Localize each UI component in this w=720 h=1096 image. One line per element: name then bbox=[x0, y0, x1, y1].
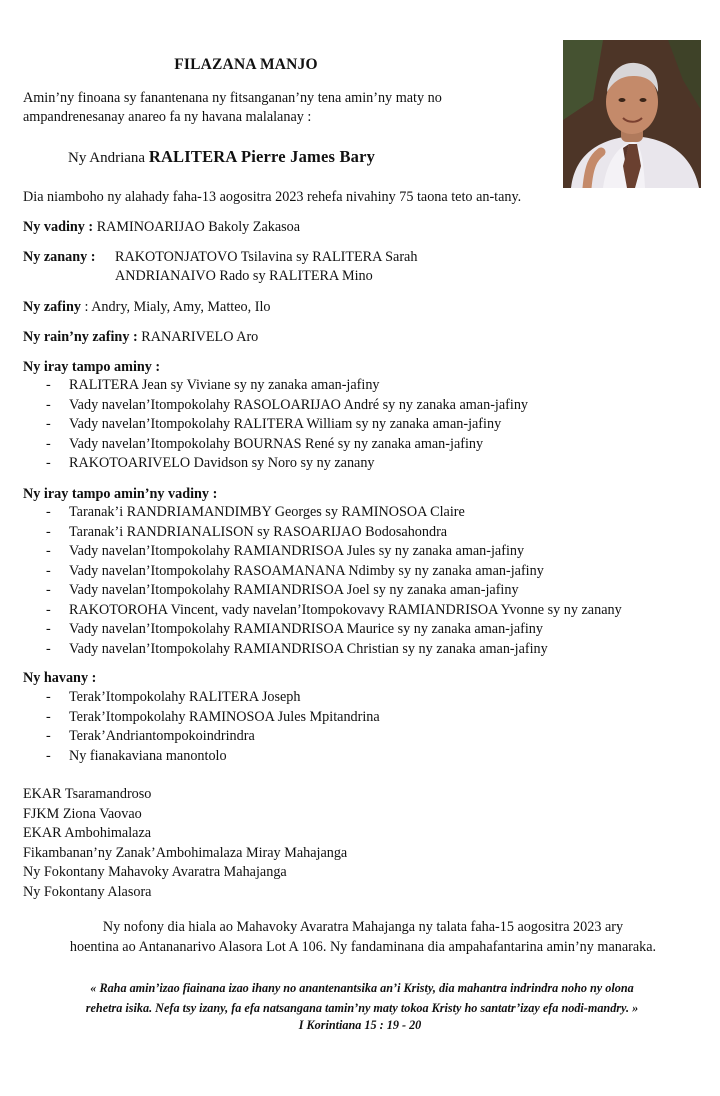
organization-item: EKAR Tsaramandroso bbox=[23, 786, 152, 802]
havany-title: Ny havany : bbox=[23, 670, 97, 686]
list-item: - Terak’Itompokolahy RALITERA Joseph bbox=[46, 689, 301, 705]
portrait-photo bbox=[563, 40, 701, 188]
list-item: - Ny fianakaviana manontolo bbox=[46, 747, 227, 764]
deceased-name: RALITERA Pierre James Bary bbox=[148, 147, 376, 166]
rain-ny-zafiny-value: RANARIVELO Aro bbox=[137, 329, 259, 345]
iray-tampo-aminy-list bbox=[46, 376, 528, 474]
list-item: - Vady navelan’Itompokolahy RAMIANDRISOA Jules sy ny zanaka aman-jafiny bbox=[46, 543, 525, 559]
organization-item: FJKM Ziona Vaovao bbox=[23, 805, 142, 822]
bible-quote bbox=[26, 978, 698, 1018]
vadiny-label: Ny vadiny : bbox=[23, 219, 94, 235]
list-item: - Taranak’i RANDRIAMANDIMBY Georges sy RAMINOSOA Claire bbox=[46, 504, 465, 520]
death-notice: Dia niamboho ny alahady faha-13 aogositra 2023 rehefa nivahiny 75 taona teto an-tany. bbox=[23, 189, 522, 205]
rain-ny-zafiny-label: Ny rain’ny zafiny : bbox=[23, 329, 138, 345]
portrait-illustration bbox=[563, 40, 701, 188]
list-item: - Vady navelan’Itompokolahy RAMIANDRISOA Maurice sy ny zanaka aman-jafiny bbox=[46, 621, 543, 637]
iray-tampo-vadiny-list bbox=[46, 503, 622, 659]
organization-item: Fikambanan’ny Zanak’Ambohimalaza Miray Mahajanga bbox=[23, 844, 348, 861]
list-item: - RALITERA Jean sy Viviane sy ny zanaka aman-jafiny bbox=[46, 377, 380, 393]
organization-item: EKAR Ambohimalaza bbox=[23, 825, 152, 842]
zafiny-label: Ny zafiny bbox=[23, 299, 81, 315]
vadiny-line bbox=[23, 219, 300, 236]
organization-item: Ny Fokontany Alasora bbox=[23, 883, 152, 900]
iray-tampo-vadiny-title: Ny iray tampo amin’ny vadiny : bbox=[23, 486, 218, 502]
intro-text: Amin’ny finoana sy fanantenana ny fitsanganan’ny tena amin’ny maty no ampandrenesanay anareo fa ny havana malalanay : bbox=[23, 90, 442, 125]
list-item: - Vady navelan’Itompokolahy RAMIANDRISOA Christian sy ny zanaka aman-jafiny bbox=[46, 640, 548, 657]
list-item: - Vady navelan’Itompokolahy RASOAMANANA Ndimby sy ny zanaka aman-jafiny bbox=[46, 562, 544, 579]
zafiny-line bbox=[23, 299, 270, 316]
organizations-list bbox=[23, 785, 347, 903]
list-item: - Vady navelan’Itompokolahy RASOLOARIJAO André sy ny zanaka aman-jafiny bbox=[46, 396, 529, 413]
closing-line-2: hoentina ao Antananarivo Alasora Lot A 106. Ny fandaminana dia ampahafantarina amin’ny manaraka. bbox=[69, 939, 657, 955]
list-item: - Taranak’i RANDRIANALISON sy RASOARIJAO Bodosahondra bbox=[46, 523, 448, 540]
rain-ny-zafiny-line bbox=[23, 329, 258, 346]
zafiny-value: : Andry, Mialy, Amy, Matteo, Ilo bbox=[80, 299, 271, 315]
zanany-line-2: ANDRIANAIVO Rado sy RALITERA Mino bbox=[115, 268, 373, 284]
list-item: - Terak’Andriantompokoindrindra bbox=[46, 728, 255, 744]
closing-line-1: Ny nofony dia hiala ao Mahavoky Avaratra Mahajanga ny talata faha-15 aogositra 2023 ary bbox=[102, 919, 624, 935]
list-item: - RAKOTOROHA Vincent, vady navelan’Itompokovavy RAMIANDRISOA Yvonne sy ny zanany bbox=[46, 601, 622, 618]
list-item: - Vady navelan’Itompokolahy BOURNAS René sy ny zanaka aman-jafiny bbox=[46, 435, 484, 452]
zanany-line-1: RAKOTONJATOVO Tsilavina sy RALITERA Sarah bbox=[115, 249, 418, 265]
list-item: - Vady navelan’Itompokolahy RALITERA William sy ny zanaka aman-jafiny bbox=[46, 416, 502, 432]
list-item: - Terak’Itompokolahy RAMINOSOA Jules Mpitandrina bbox=[46, 708, 380, 725]
iray-tampo-aminy-title: Ny iray tampo aminy : bbox=[23, 359, 161, 375]
zanany-label: Ny zanany : bbox=[23, 249, 96, 265]
quote-line-1: « Raha amin’izao fiainana izao ihany no anantenantsika an’i Kristy, dia mahantra indrindra noho ny olona bbox=[90, 981, 634, 995]
list-item: - RAKOTOARIVELO Davidson sy Noro sy ny zanany bbox=[46, 455, 375, 471]
quote-reference: I Korintiana 15 : 19 - 20 bbox=[298, 1018, 422, 1032]
havany-list bbox=[46, 688, 380, 766]
notice-title: FILAZANA MANJO bbox=[174, 56, 318, 73]
vadiny-value: RAMINOARIJAO Bakoly Zakasoa bbox=[93, 219, 301, 235]
deceased-name-line bbox=[68, 147, 375, 167]
closing-paragraph bbox=[23, 917, 703, 957]
list-item: - Vady navelan’Itompokolahy RAMIANDRISOA Joel sy ny zanaka aman-jafiny bbox=[46, 582, 519, 598]
quote-line-2: rehetra isika. Nefa tsy izany, fa efa natsangana tamin’ny maty tokoa Kristy ho santatr’izay efa nodi-mandry. » bbox=[85, 1001, 639, 1015]
organization-item: Ny Fokontany Mahavoky Avaratra Mahajanga bbox=[23, 864, 287, 881]
name-prefix: Ny Andriana bbox=[68, 150, 146, 166]
